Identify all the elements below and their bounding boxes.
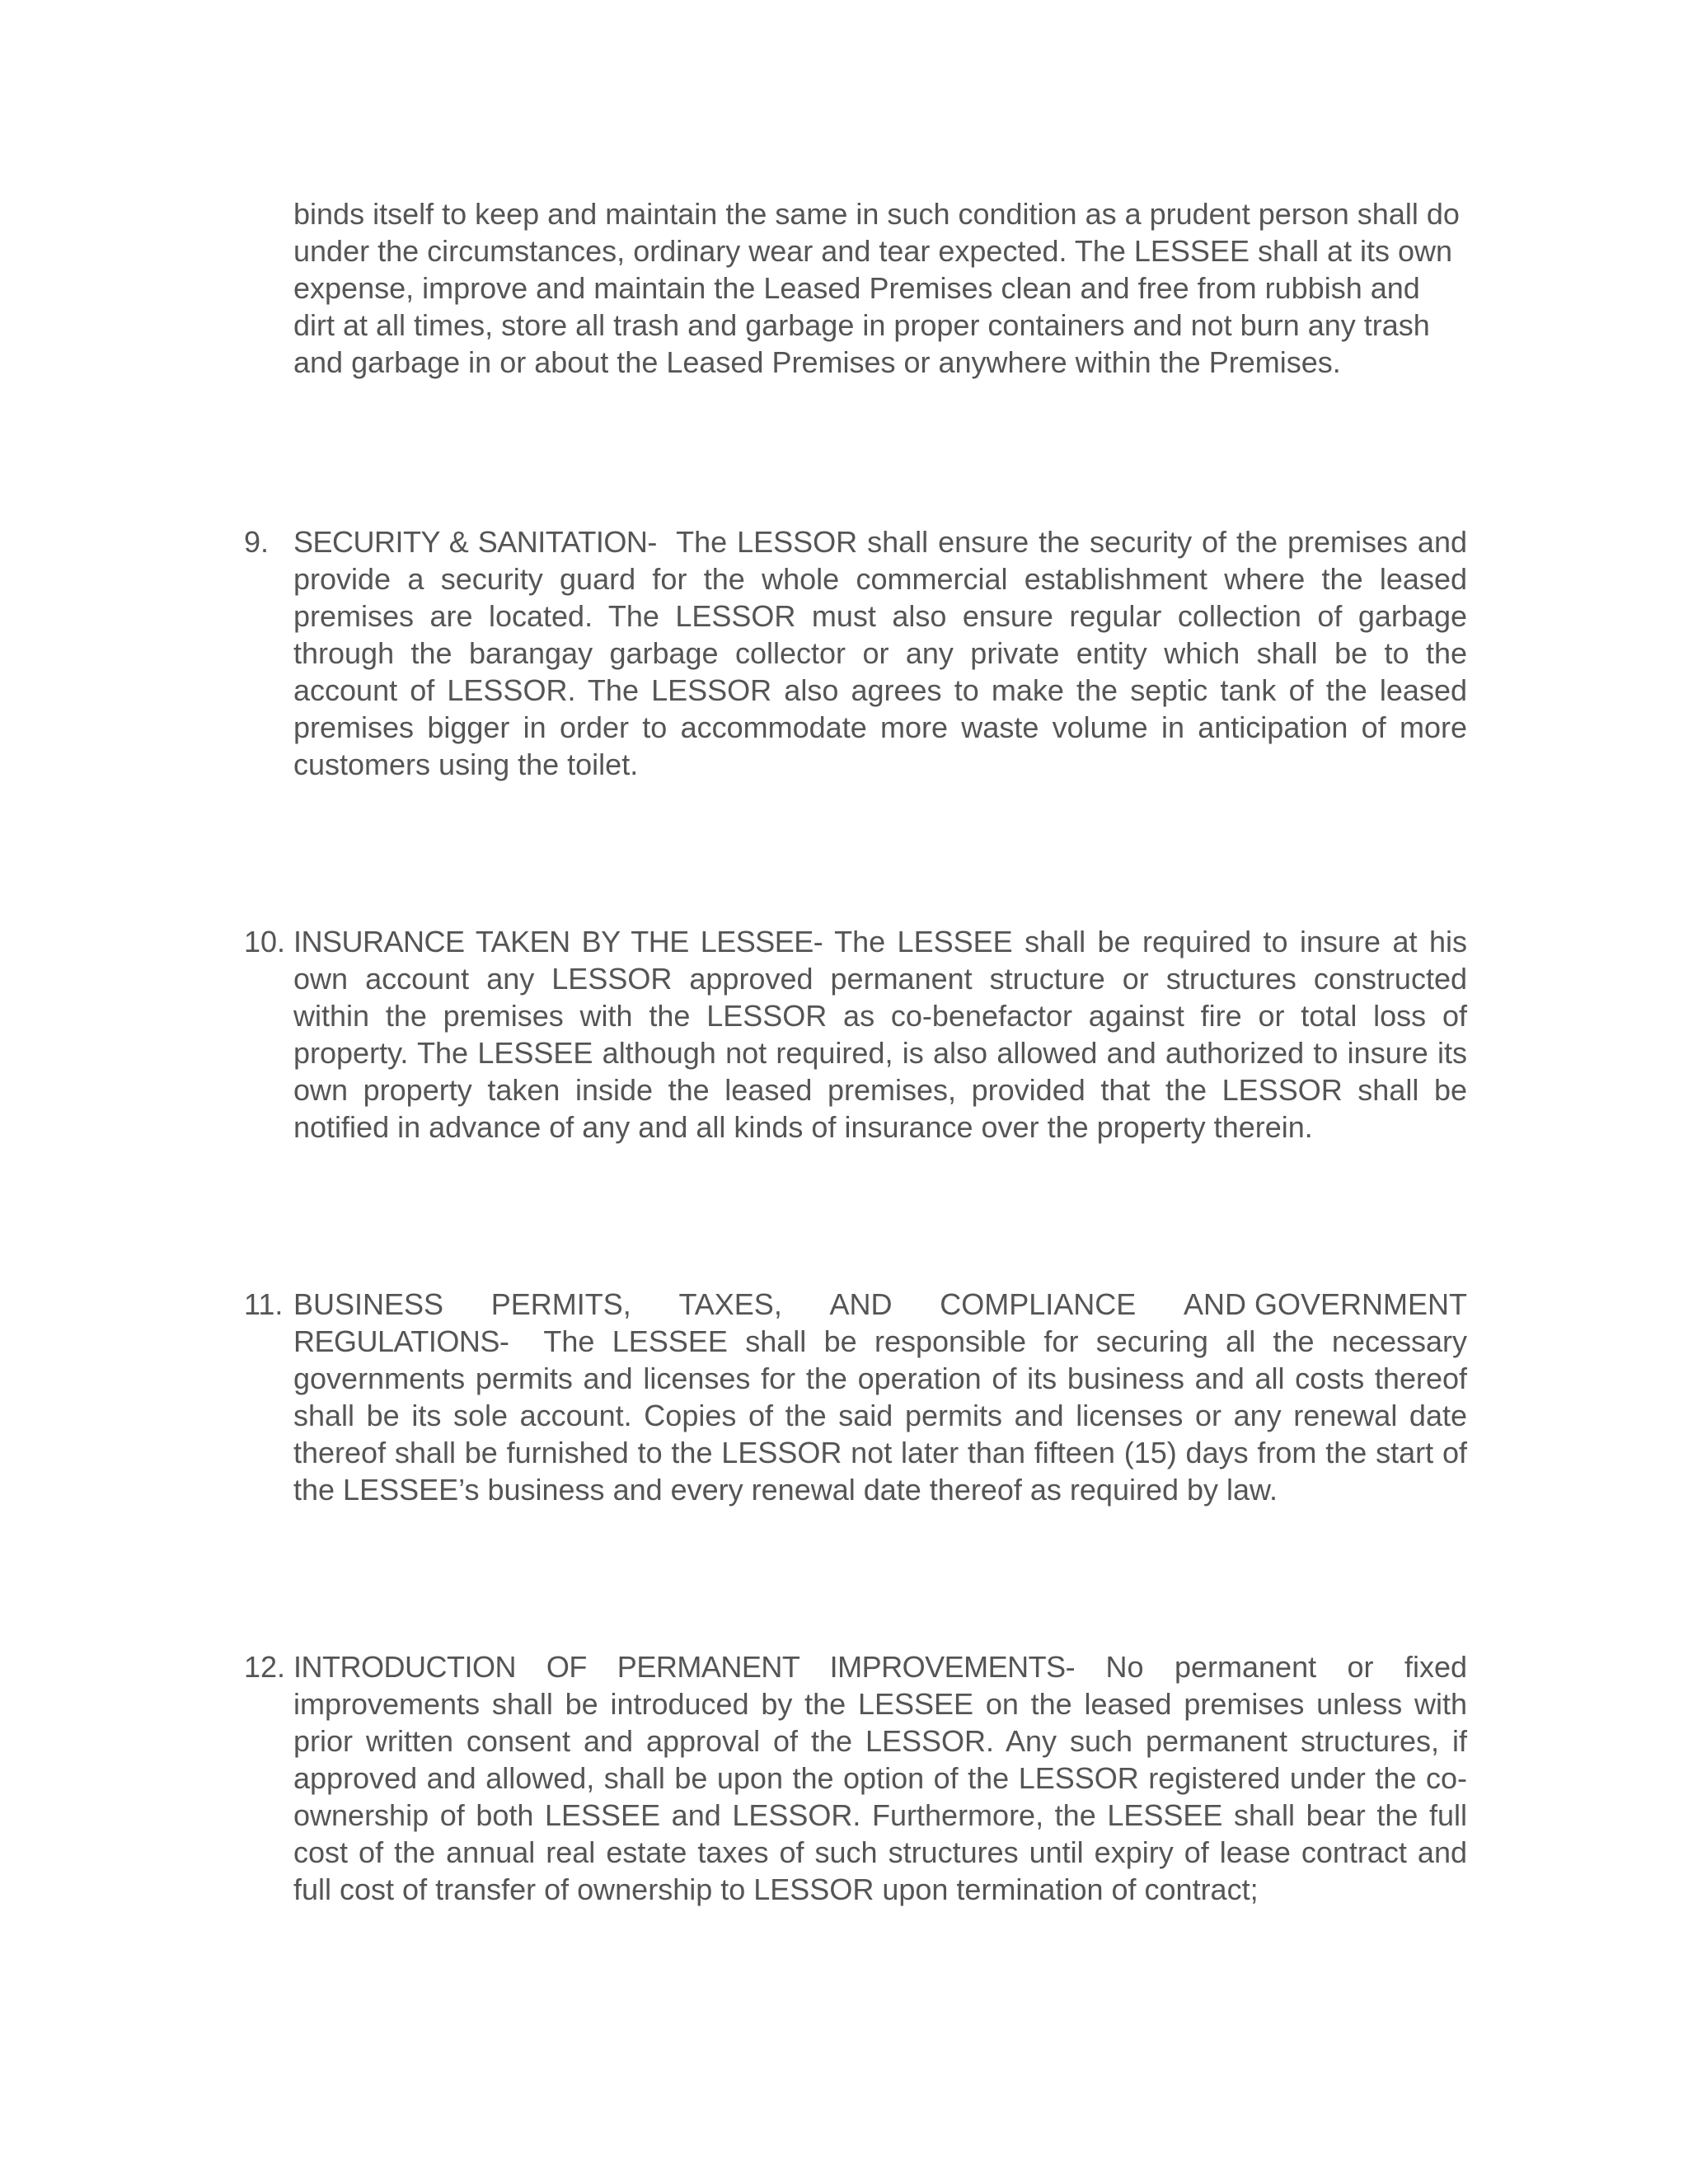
clause-10-heading: INSURANCE TAKEN BY THE LESSEE-: [293, 925, 823, 958]
clause-10: [244, 923, 1467, 1146]
clause-11-heading-word: AND: [829, 1287, 893, 1321]
clause-11-rest: [293, 1323, 1467, 1508]
clause-9-number: 9.: [244, 525, 270, 559]
clause-10-number: 10.: [244, 925, 286, 958]
clause-11-heading-word: BUSINESS: [293, 1287, 444, 1321]
clause-12-text: No permanent or fixed improvements shall be introduced by the LESSEE on the leased premises unless with prior written consent and approval of the LESSOR. Any such permanent structures, if approved and allowed, shall be upon the option of the LESSOR registered under the co-ownership of both LESSEE and LESSOR. Furthermore, the LESSEE shall bear the full cost of the annual real estate taxes of such structures until expiry of lease contract and full cost of transfer of ownership to LESSOR upon termination of contract;: [293, 1650, 1467, 1906]
clause-11: [244, 1286, 1467, 1508]
clause-12-heading: INTRODUCTION OF PERMANENT IMPROVEMENTS-: [293, 1650, 1076, 1684]
clause-11-text: The LESSEE shall be responsible for securing all the necessary governments permits and licenses for the operation of its business and all costs thereof shall be its sole account. Copies of the said permits and licenses or any renewal date thereof shall be furnished to the LESSOR not later than fifteen (15) days from the start of the LESSEE’s business and every renewal date thereof as required by law.: [293, 1324, 1467, 1507]
clause-11-heading: REGULATIONS-: [293, 1324, 509, 1358]
clause-11-heading-word: AND GOVERNMENT: [1183, 1287, 1467, 1321]
clause-11-heading-word: PERMITS,: [490, 1287, 631, 1321]
clause-10-text: The LESSEE shall be required to insure at his own account any LESSOR approved permanent structure or structures constructed within the premises with the LESSOR as co-benefactor against fire or total loss of property. The LESSEE although not required, is also allowed and authorized to insure its own property taken inside the leased premises, provided that the LESSOR shall be notified in advance of any and all kinds of insurance over the property therein.: [293, 925, 1467, 1144]
clause-11-number: 11.: [244, 1287, 284, 1321]
clause-11-body: [293, 1286, 1467, 1508]
clause-12-number: 12.: [244, 1650, 286, 1684]
clause-10-body: [293, 923, 1467, 1146]
clause-11-heading-word: COMPLIANCE: [940, 1287, 1137, 1321]
clause-11-heading-word: TAXES,: [678, 1287, 782, 1321]
clause-9-body: [293, 523, 1467, 783]
clause-9-heading: SECURITY & SANITATION-: [293, 525, 657, 559]
clause-9-text: The LESSOR shall ensure the security of the premises and provide a security guard for the whole commercial establishment where the leased premises are located. The LESSOR must also ensure regular collection of garbage through the barangay garbage collector or any private entity which shall be to the account of LESSOR. The LESSOR also agrees to make the septic tank of the leased premises bigger in order to accommodate more waste volume in anticipation of more customers using the toilet.: [293, 525, 1467, 781]
clause-12: [244, 1648, 1467, 1908]
clause-12-body: [293, 1648, 1467, 1908]
continuation-paragraph: binds itself to keep and maintain the same in such condition as a prudent person shall do under the circumstances, ordinary wear and tear expected. The LESSEE shall at its own expense, improve and maintain the Leased Premises clean and free from rubbish and dirt at all times, store all trash and garbage in proper containers and not burn any trash and garbage in or about the Leased Premises or anywhere within the Premises.: [293, 197, 1460, 379]
clause-9: [244, 523, 1467, 783]
clause-11-heading-line: [293, 1286, 1467, 1323]
